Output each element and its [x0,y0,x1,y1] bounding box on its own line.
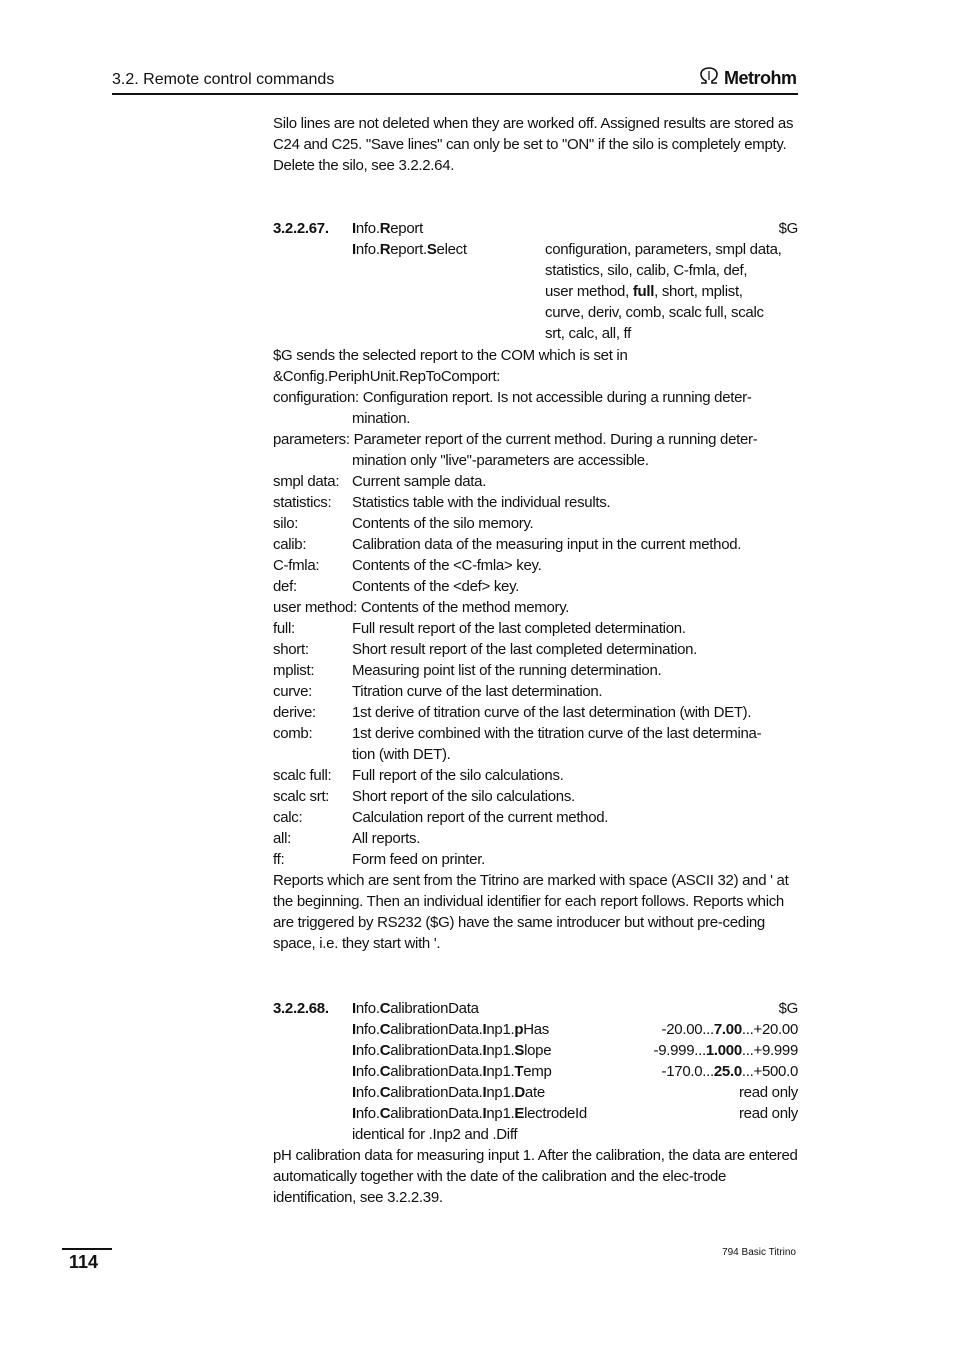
brand-name: Metrohm [724,67,797,88]
definition-item [273,765,798,786]
definition-item [273,387,798,408]
command-name: Info.Report [352,220,423,237]
definition-continuation: mination only "live"-parameters are accessible. [352,452,649,469]
definition-term: scalc srt: [273,788,330,805]
definition-term: silo: [273,515,299,532]
definition-term: def: [273,578,297,595]
definition-text: Contents of the method memory. [360,599,570,616]
definition-text: Calibration data of the measuring input in the current method. [352,536,742,553]
command-value: read only [738,1084,798,1101]
s67-heading-row [273,218,798,239]
definition-term: full: [273,620,295,637]
running-header-section: 3.2. Remote control commands [112,71,335,88]
s67-description [273,345,798,387]
intro-paragraph: Silo lines are not deleted when they are worked off. Assigned results are stored as C24 and C25. "Save lines" can only be set to "ON" if the silo is completely empty. Delete the silo, see 3.2.2.64. [273,115,794,174]
option-text: configuration, parameters, smpl data, [545,241,782,258]
footer-rule [62,1248,112,1250]
definition-item [273,723,798,744]
definition-item [273,786,798,807]
desc-line: $G sends the selected report to the COM which is set in [273,347,628,364]
definition-text: Contents of the silo memory. [352,515,534,532]
definition-text: Short report of the silo calculations. [352,788,575,805]
definition-continuation: mination. [352,410,411,427]
command-name: Info.CalibrationData.Inp1.Date [352,1084,545,1101]
command-value: read only [738,1105,798,1122]
definition-continuation: tion (with DET). [352,746,451,763]
closing-paragraph: Reports which are sent from the Titrino are marked with space (ASCII 32) and ' at the beginning. Then an individual identifier for each report follows. Reports which are triggered by RS232 ($G) have the same introducer but without pre-ceding space, i.e. they start with '. [273,872,789,952]
definition-text: Measuring point list of the running determination. [352,662,662,679]
definition-term: smpl data: [273,473,340,490]
s68-row [273,1019,798,1040]
definition-item [273,492,798,513]
metrohm-omega-logo-icon [697,67,721,90]
definition-term: comb: [273,725,313,742]
definition-item [273,828,798,849]
definition-item [273,429,798,450]
s68-row [273,998,798,1019]
command-value: $G [778,220,798,237]
definition-text: Calculation report of the current method. [352,809,609,826]
definition-item [273,618,798,639]
definition-term: mplist: [273,662,315,679]
header-rule [112,93,798,95]
definition-item [273,555,798,576]
select-option-line [273,260,798,281]
definition-text: Statistics table with the individual results. [352,494,611,511]
command-name: Info.CalibrationData.Inp1.ElectrodeId [352,1105,587,1122]
definition-term: all: [273,830,291,847]
definition-term: short: [273,641,309,658]
section-number: 3.2.2.67. [273,220,329,237]
definition-text: Current sample data. [352,473,487,490]
command-name: Info.CalibrationData.Inp1.Slope [352,1042,552,1059]
desc-line: &Config.PeriphUnit.RepToComport: [273,368,501,385]
definition-item [273,702,798,723]
s68-description: pH calibration data for measuring input 1. After the calibration, the data are entered automatically together with the date of the calibration and the elec-trode identification, see 3.2.2.39. [273,1147,798,1206]
definition-item [273,807,798,828]
option-text: srt, calc, all, ff [545,325,632,342]
metrohm-logo [697,67,797,89]
select-option-line [273,323,798,344]
definition-item [273,513,798,534]
definition-text: All reports. [352,830,421,847]
s68-row [273,1061,798,1082]
definition-item [273,849,798,870]
s68-row [273,1082,798,1103]
definition-term: calc: [273,809,303,826]
command-value: -20.00...7.00...+20.00 [661,1021,798,1038]
definition-term: derive: [273,704,316,721]
select-option-line [273,302,798,323]
option-text: curve, deriv, comb, scalc full, scalc [545,304,764,321]
s68-row [273,1040,798,1061]
option-text: statistics, silo, calib, C-fmla, def, [545,262,748,279]
definition-item [273,471,798,492]
definition-item [273,576,798,597]
option-text: user method, full, short, mplist, [545,283,743,300]
command-value: $G [778,1000,798,1017]
definition-text: Full result report of the last completed determination. [352,620,686,637]
definition-text: Short result report of the last completed determination. [352,641,698,658]
definition-item [273,639,798,660]
page-number: 114 [69,1252,99,1272]
definition-item [273,597,798,618]
command-name: Info.CalibrationData.Inp1.Temp [352,1063,552,1080]
command-name: Info.Report.Select [352,241,467,258]
select-option-line [273,239,798,260]
definition-item [273,534,798,555]
definition-term: parameters: [273,431,354,448]
command-name: Info.CalibrationData.Inp1.pHas [352,1021,550,1038]
command-value: -9.999...1.000...+9.999 [653,1042,798,1059]
definition-text: Configuration report. Is not accessible during a running deter- [362,389,752,406]
definition-item [273,660,798,681]
command-name: identical for .Inp2 and .Diff [352,1126,518,1143]
definition-term: statistics: [273,494,332,511]
definition-term: user method: [273,599,361,616]
definition-text: Titration curve of the last determination. [352,683,603,700]
definition-text: 1st derive combined with the titration curve of the last determina- [352,725,762,742]
definition-term: curve: [273,683,313,700]
definition-term: scalc full: [273,767,332,784]
definition-text: 1st derive of titration curve of the last determination (with DET). [352,704,752,721]
definition-text: Form feed on printer. [352,851,485,868]
footer-title: 794 Basic Titrino [722,1247,796,1258]
definition-text: Parameter report of the current method. During a running deter- [353,431,758,448]
command-name: Info.CalibrationData [352,1000,479,1017]
s68-row [273,1124,798,1145]
command-value: -170.0...25.0...+500.0 [661,1063,798,1080]
definition-text: Full report of the silo calculations. [352,767,564,784]
definition-term: C-fmla: [273,557,320,574]
definition-text: Contents of the <C-fmla> key. [352,557,542,574]
s68-row [273,1103,798,1124]
definition-term: ff: [273,851,285,868]
select-option-line [273,281,798,302]
definition-item [273,681,798,702]
section-number: 3.2.2.68. [273,1000,329,1017]
definition-term: calib: [273,536,307,553]
definition-text: Contents of the <def> key. [352,578,520,595]
definition-term: configuration: [273,389,363,406]
